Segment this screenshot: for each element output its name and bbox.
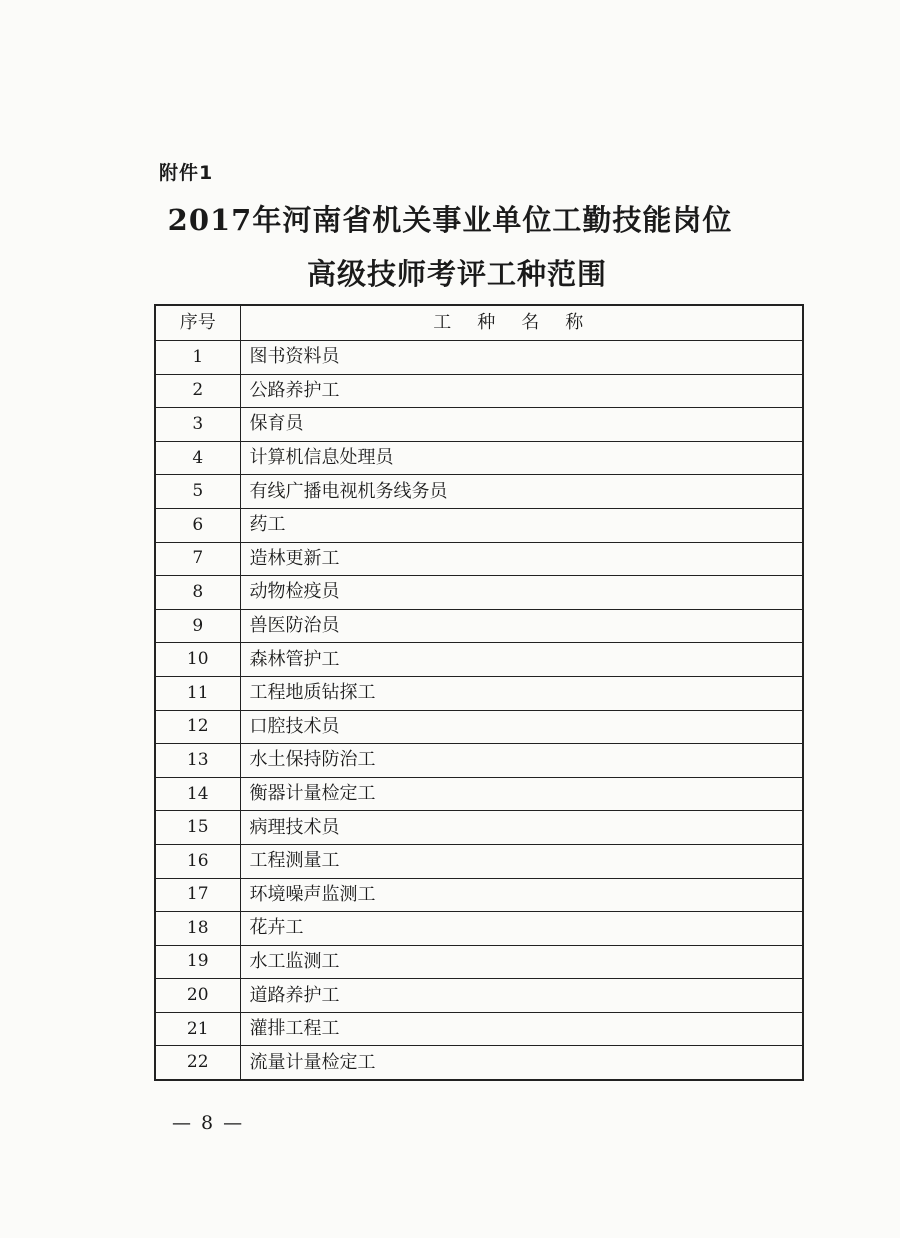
row-serial-number: 2 [155, 374, 240, 408]
table-row [155, 441, 803, 475]
header-serial-number: 序号 [155, 305, 240, 341]
table-row [155, 710, 803, 744]
table-row [155, 878, 803, 912]
row-job-type-name: 水土保持防治工 [240, 744, 803, 778]
table-row [155, 542, 803, 576]
row-serial-number: 18 [155, 912, 240, 946]
row-job-type-name: 保育员 [240, 408, 803, 442]
document-title-line-2: 高级技师考评工种范围 [306, 257, 607, 291]
row-job-type-name: 水工监测工 [240, 945, 803, 979]
row-job-type-name: 森林管护工 [240, 643, 803, 677]
table-row [155, 408, 803, 442]
row-serial-number: 20 [155, 979, 240, 1013]
row-job-type-name: 兽医防治员 [240, 609, 803, 643]
row-serial-number: 19 [155, 945, 240, 979]
attachment-label: 附件1 [159, 162, 214, 184]
row-serial-number: 4 [155, 441, 240, 475]
row-job-type-name: 图书资料员 [240, 341, 803, 375]
row-job-type-name: 病理技术员 [240, 811, 803, 845]
row-job-type-name: 工程测量工 [240, 844, 803, 878]
table-row [155, 945, 803, 979]
page-number: — 8 — [172, 1112, 245, 1134]
row-job-type-name: 环境噪声监测工 [240, 878, 803, 912]
row-job-type-name: 道路养护工 [240, 979, 803, 1013]
row-serial-number: 22 [155, 1046, 240, 1080]
row-serial-number: 11 [155, 676, 240, 710]
row-serial-number: 12 [155, 710, 240, 744]
row-serial-number: 15 [155, 811, 240, 845]
table-row [155, 744, 803, 778]
table-row [155, 811, 803, 845]
table-row [155, 341, 803, 375]
row-job-type-name: 造林更新工 [240, 542, 803, 576]
row-serial-number: 8 [155, 576, 240, 610]
row-job-type-name: 花卉工 [240, 912, 803, 946]
row-serial-number: 5 [155, 475, 240, 509]
table-row [155, 1046, 803, 1080]
row-job-type-name: 流量计量检定工 [240, 1046, 803, 1080]
table-header-row [155, 305, 803, 341]
table-row [155, 912, 803, 946]
row-serial-number: 9 [155, 609, 240, 643]
row-serial-number: 10 [155, 643, 240, 677]
row-job-type-name: 有线广播电视机务线务员 [240, 475, 803, 509]
row-serial-number: 3 [155, 408, 240, 442]
row-job-type-name: 动物检疫员 [240, 576, 803, 610]
table-row [155, 1012, 803, 1046]
row-job-type-name: 工程地质钻探工 [240, 676, 803, 710]
table-row [155, 643, 803, 677]
table-row [155, 676, 803, 710]
row-job-type-name: 公路养护工 [240, 374, 803, 408]
table-row [155, 475, 803, 509]
table-row [155, 508, 803, 542]
row-job-type-name: 计算机信息处理员 [240, 441, 803, 475]
row-job-type-name: 药工 [240, 508, 803, 542]
table-row [155, 777, 803, 811]
table-row [155, 844, 803, 878]
row-serial-number: 1 [155, 341, 240, 375]
row-serial-number: 13 [155, 744, 240, 778]
row-serial-number: 16 [155, 844, 240, 878]
table-row [155, 609, 803, 643]
row-serial-number: 17 [155, 878, 240, 912]
row-serial-number: 6 [155, 508, 240, 542]
document-title-line-1: 2017年河南省机关事业单位工勤技能岗位 [167, 203, 733, 237]
header-job-type-name: 工种名称 [240, 305, 803, 341]
table-row [155, 979, 803, 1013]
row-serial-number: 7 [155, 542, 240, 576]
row-serial-number: 14 [155, 777, 240, 811]
table-row [155, 576, 803, 610]
job-types-table [154, 304, 804, 1081]
table-row [155, 374, 803, 408]
row-job-type-name: 灌排工程工 [240, 1012, 803, 1046]
row-job-type-name: 衡器计量检定工 [240, 777, 803, 811]
row-job-type-name: 口腔技术员 [240, 710, 803, 744]
row-serial-number: 21 [155, 1012, 240, 1046]
